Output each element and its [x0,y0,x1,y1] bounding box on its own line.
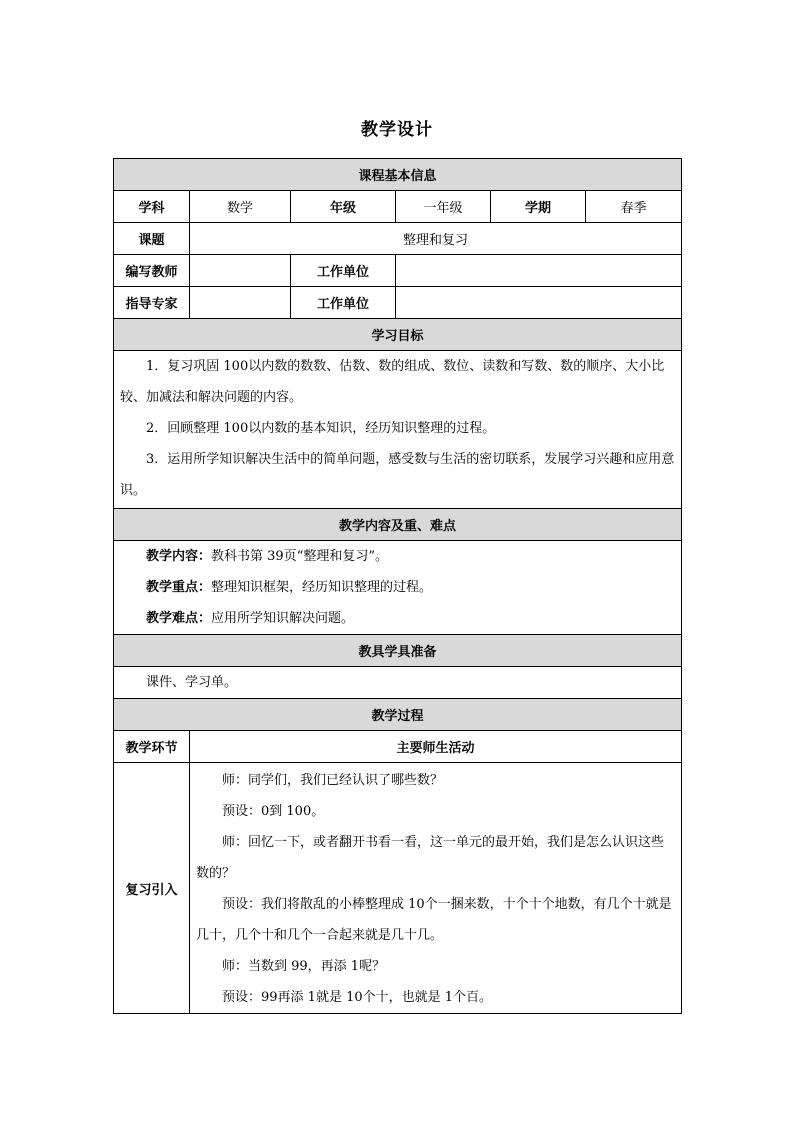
author-unit-label: 工作单位 [291,255,396,287]
objectives-body-row [114,351,682,509]
grade-value: 一年级 [396,191,491,223]
author-value [190,255,291,287]
activity-line: 师：当数到 99，再添 1呢？ [222,959,386,974]
materials-header-row [114,635,682,667]
section-header-content: 教学内容及重、难点 [114,509,682,541]
teaching-key-point [120,572,675,603]
teaching-difficulty-text: 应用所学知识解决问题。 [211,611,355,626]
term-label: 学期 [491,191,586,223]
subject-label: 学科 [114,191,190,223]
advisor-unit-value [396,287,682,319]
author-label: 编写教师 [114,255,190,287]
section-header-materials: 教具学具准备 [114,635,682,667]
topic-value: 整理和复习 [190,223,682,255]
content-body [114,541,682,635]
section-header-process: 教学过程 [114,699,682,731]
teaching-difficulty [120,603,675,634]
process-header-row [114,699,682,731]
content-body-row [114,541,682,635]
stage-activities [190,763,682,1014]
term-value: 春季 [586,191,682,223]
subject-value: 数学 [190,191,291,223]
objectives-body [114,351,682,509]
basic-info-header-row [114,159,682,191]
lesson-plan-table [113,158,682,1014]
activity-column-header: 主要师生活动 [190,731,682,763]
objective-item: 2．回顾整理 100以内数的基本知识，经历知识整理的过程。 [146,421,496,436]
grade-label: 年级 [291,191,396,223]
section-header-objectives: 学习目标 [114,319,682,351]
teaching-content [120,541,675,572]
content-header-row [114,509,682,541]
stage-column-header: 教学环节 [114,731,190,763]
topic-row [114,223,682,255]
process-stage-row [114,763,682,1014]
teaching-key-text: 整理知识框架，经历知识整理的过程。 [211,580,433,595]
process-columns-row [114,731,682,763]
objective-item: 1．复习巩固 100以内数的数数、估数、数的组成、数位、读数和写数、数的顺序、大小比较、加减法和解决问题的内容。 [120,359,665,405]
teaching-key-label: 教学重点： [146,580,212,595]
materials-body-row [114,667,682,699]
document-title: 教学设计 [361,120,433,140]
subject-grade-term-row [114,191,682,223]
advisor-label: 指导专家 [114,287,190,319]
advisor-value [190,287,291,319]
activity-line: 预设：0到 100。 [222,804,325,819]
teaching-content-label: 教学内容： [146,549,212,564]
section-header-basic-info: 课程基本信息 [114,159,682,191]
objective-item: 3．运用所学知识解决生活中的简单问题，感受数与生活的密切联系，发展学习兴趣和应用意识。 [120,452,675,498]
objectives-header-row [114,319,682,351]
advisor-row [114,287,682,319]
teaching-difficulty-label: 教学难点： [146,611,212,626]
topic-label: 课题 [114,223,190,255]
advisor-unit-label: 工作单位 [291,287,396,319]
activity-line: 预设：我们将散乱的小棒整理成 10个一捆来数，十个十个地数，有几个十就是几十，几个十和几个一合起来就是几十几。 [196,897,672,943]
activity-line: 师：回忆一下，或者翻开书看一看，这一单元的最开始，我们是怎么认识这些数的？ [196,835,665,881]
author-unit-value [396,255,682,287]
activity-line: 师：同学们，我们已经认识了哪些数？ [222,773,444,788]
activity-line: 预设：99再添 1就是 10个十，也就是 1个百。 [222,990,493,1005]
materials-body [114,667,682,699]
stage-name: 复习引入 [114,763,190,1014]
teaching-content-text: 教科书第 39页“整理和复习”。 [211,549,388,564]
materials-text: 课件、学习单。 [146,675,238,690]
author-row [114,255,682,287]
